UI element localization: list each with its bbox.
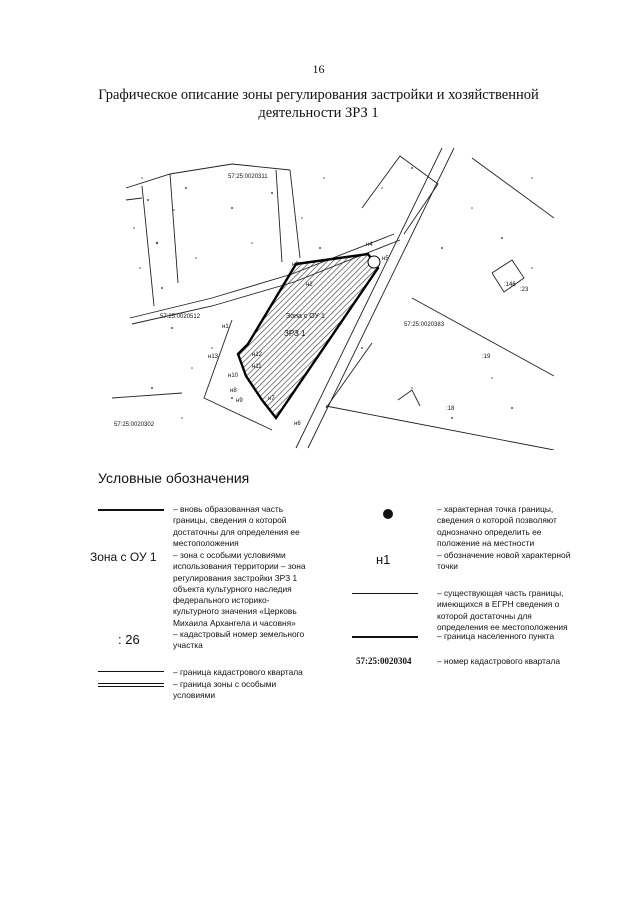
title-line-2: деятельности ЗРЗ 1 <box>258 105 379 121</box>
legend-symbol-parcel-number: : 26 <box>118 632 140 647</box>
legend-symbol-existing-boundary <box>352 593 418 594</box>
legend-symbol-quarter-number: 57:25:0020304 <box>356 656 412 666</box>
legend-right-4-line-1: – граница населенного пункта <box>437 631 555 641</box>
legend-left-1-line-3: достаточны для определения ее <box>173 526 300 537</box>
page-title <box>80 86 557 122</box>
point-label-n12: н12 <box>252 352 262 358</box>
zone-name: ЗРЗ 1 <box>284 329 306 338</box>
page-number: 16 <box>312 62 325 76</box>
quarter-label-2: 57:25:0020512 <box>160 314 201 320</box>
point-label-n11: н11 <box>252 364 262 370</box>
legend-symbol-quarter-boundary <box>98 671 164 672</box>
legend-left-2-line-1: – зона с особыми условиями <box>173 550 286 560</box>
zone-label: Зона с ОУ 1 <box>286 313 325 320</box>
parcel-label-23: :23 <box>520 287 529 293</box>
legend-right-1-line-1: – характерная точка границы, <box>437 504 554 514</box>
legend-left-2 <box>173 550 333 629</box>
legend-left-4 <box>173 667 333 678</box>
point-label-n1: н1 <box>222 324 229 330</box>
point-label-n2: н2 <box>306 282 313 288</box>
legend-left-3 <box>173 629 333 652</box>
legend-left-2-line-7: Михаила Архангела и часовня» <box>173 617 296 628</box>
quarter-label-1: 57:25:0020311 <box>228 174 268 180</box>
legend-right-3 <box>437 588 617 633</box>
legend-right-3-line-1: – существующая часть границы, <box>437 588 564 598</box>
legend-left-2-line-4: объекта культурного наследия <box>173 583 292 594</box>
legend-left-2-line-2: использования территории – зона <box>173 561 306 572</box>
legend-right-2-line-2: точки <box>437 561 458 572</box>
point-label-n10: н10 <box>228 373 238 379</box>
point-label-n3: н3 <box>292 262 299 268</box>
legend-left-1-line-1: – вновь образованная часть <box>173 504 284 514</box>
legend-left-1-line-4: местоположения <box>173 537 239 548</box>
legend-left-2-line-6: культурного значения «Церковь <box>173 606 297 617</box>
parcel-label-19: :19 <box>482 354 491 360</box>
point-label-n7: н7 <box>268 396 275 402</box>
point-label-n8: н8 <box>230 388 237 394</box>
legend-right-3-line-3: которой достаточны для <box>437 610 532 621</box>
legend-right-2 <box>437 550 617 573</box>
legend-symbol-point <box>383 509 393 519</box>
legend-left-1 <box>173 504 333 549</box>
legend-left-4-line-1: – граница кадастрового квартала <box>173 667 303 677</box>
point-label-n5: н5 <box>382 256 389 262</box>
legend-heading: Условные обозначения <box>98 470 250 486</box>
legend-symbol-point-label: н1 <box>376 552 391 567</box>
legend-left-5 <box>173 679 333 702</box>
legend-left-5-line-2: условиями <box>173 690 216 701</box>
quarter-label-3: 57:25:0020383 <box>404 322 445 328</box>
legend-left-2-line-3: регулирования застройки ЗРЗ 1 <box>173 572 298 583</box>
point-label-n6: н6 <box>294 421 301 427</box>
point-label-n4: н4 <box>366 242 373 248</box>
legend-right-5-line-1: – номер кадастрового квартала <box>437 656 561 666</box>
legend-left-1-line-2: границы, сведения о которой <box>173 515 287 526</box>
legend-right-1-line-2: сведения о которой позволяют <box>437 515 557 526</box>
legend-right-3-line-4: определения ее местоположения <box>437 621 568 632</box>
legend-symbol-zone-label: Зона с ОУ 1 <box>90 550 157 564</box>
legend-right-2-line-1: – обозначение новой характерной <box>437 550 571 560</box>
legend-right-5 <box>437 656 617 667</box>
legend-left-5-line-1: – граница зоны с особыми <box>173 679 277 689</box>
legend-right-4 <box>437 631 617 642</box>
point-label-n9: н9 <box>236 398 243 404</box>
parcel-label-146: :146 <box>504 282 516 288</box>
legend-left-3-line-2: участка <box>173 640 203 651</box>
legend-symbol-zone-boundary-a <box>98 683 164 684</box>
legend-right-1 <box>437 504 617 549</box>
title-line-1: Графическое описание зоны регулирования застройки и хозяйственной <box>98 87 539 103</box>
point-label-n13: н13 <box>208 354 218 360</box>
legend-left-2-line-5: федерального историко- <box>173 595 270 606</box>
legend-right-1-line-4: положение на местности <box>437 537 535 548</box>
legend-right-3-line-2: имеющихся в ЕГРН сведения о <box>437 599 560 610</box>
point-marker-n5 <box>368 256 380 268</box>
zone-ou1-polygon <box>238 254 378 418</box>
quarter-label-4: 57:25:0020302 <box>114 422 155 428</box>
legend-left-3-line-1: – кадастровый номер земельного <box>173 629 305 639</box>
parcel-label-18: :18 <box>446 406 455 412</box>
cadastral-map <box>112 148 554 450</box>
legend-symbol-new-boundary <box>98 509 164 511</box>
legend-right-1-line-3: однозначно определить ее <box>437 526 542 537</box>
legend-symbol-settlement-boundary <box>352 636 418 638</box>
legend-symbol-zone-boundary-b <box>98 686 164 687</box>
